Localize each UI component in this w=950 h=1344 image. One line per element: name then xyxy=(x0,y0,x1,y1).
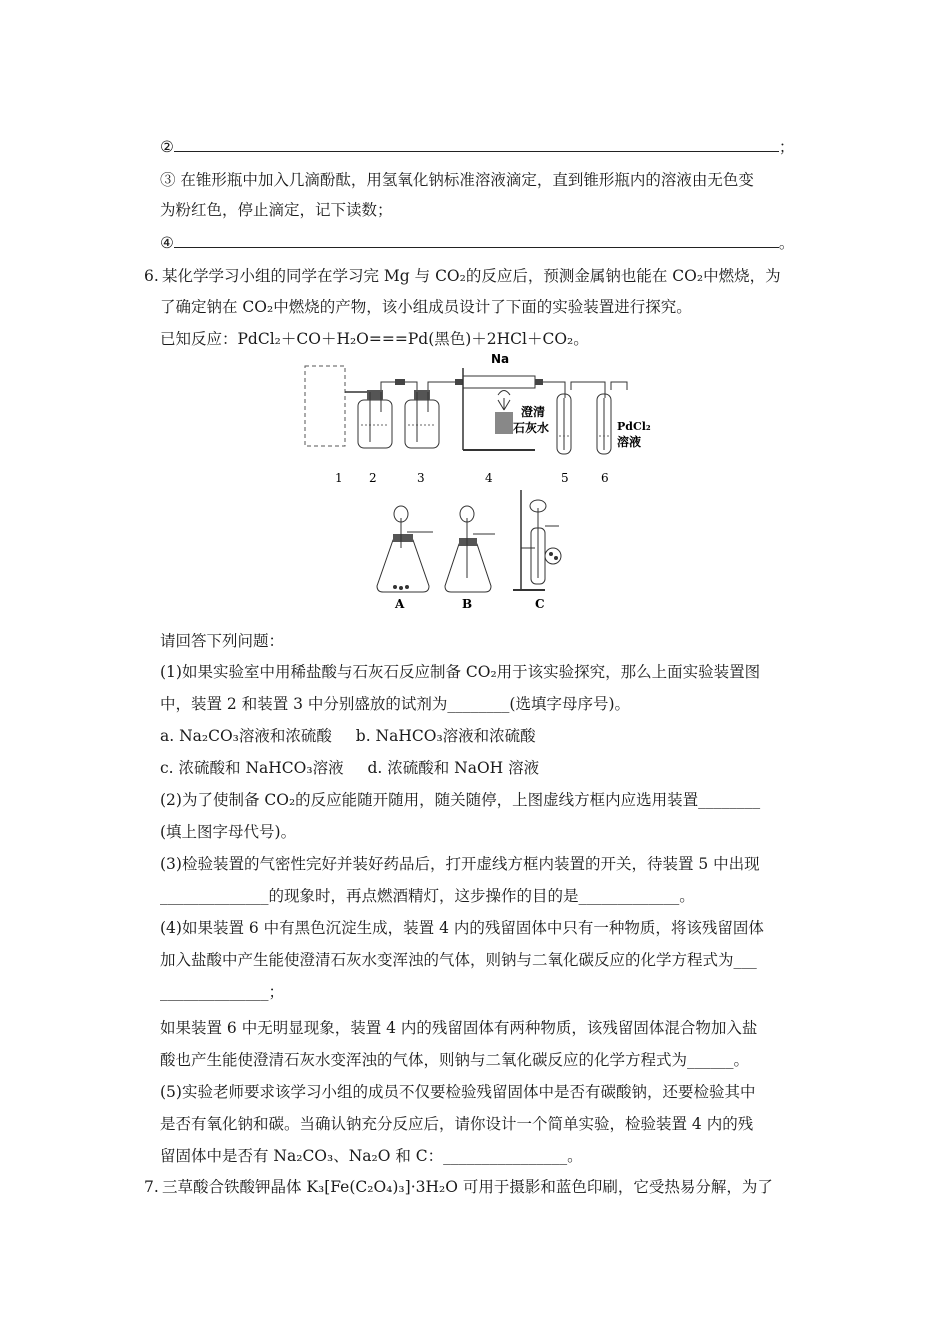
na-label: Na xyxy=(491,352,510,366)
q6-option-row-2 xyxy=(160,758,539,778)
q6-part3-line2: ______________的现象时，再点燃酒精灯，这步操作的目的是_____________。 xyxy=(160,887,695,905)
apparatus-a xyxy=(377,506,433,592)
pdcl2-label-1: PdCl₂ xyxy=(617,420,651,433)
q6-number: 6. xyxy=(144,267,159,285)
q5-item3-line2: 为粉红色，停止滴定，记下读数； xyxy=(160,201,393,219)
option-d: d. 浓硫酸和 NaOH 溶液 xyxy=(367,759,540,777)
q7-number: 7. xyxy=(144,1178,159,1196)
q5-item4-end: 。 xyxy=(778,234,795,252)
answer-blank[interactable] xyxy=(174,233,779,248)
q6-part2-line2: (填上图字母代号)。 xyxy=(160,823,297,841)
q6-prompt: 请回答下列问题： xyxy=(160,632,285,650)
wash-bottle-2 xyxy=(358,390,392,448)
apparatus-diagram xyxy=(295,350,655,490)
apparatus-number-3: 3 xyxy=(417,471,425,485)
apparatus-number-6: 6 xyxy=(601,471,609,485)
pdcl2-label-2: 溶液 xyxy=(617,435,642,449)
apparatus-number-4: 4 xyxy=(485,471,493,485)
q6-part4-line5: 酸也产生能使澄清石灰水变浑浊的气体，则钠与二氧化碳反应的化学方程式为______。 xyxy=(160,1051,750,1069)
q6-part5-line1: (5)实验老师要求该学习小组的成员不仅要检验残留固体中是否有碳酸钠，还要检验其中 xyxy=(160,1083,756,1101)
q6-option-row-1 xyxy=(160,726,536,746)
option-a: a. Na₂CO₃溶液和浓硫酸 xyxy=(160,727,332,745)
q7-line1: 三草酸合铁酸钾晶体 K₃[Fe(C₂O₄)₃]·3H₂O 可用于摄影和蓝色印刷，它受热易分解，为了 xyxy=(162,1178,773,1196)
q5-item4 xyxy=(160,233,794,253)
q6-part4-line4: 如果装置 6 中无明显现象，装置 4 内的残留固体有两种物质，该残留固体混合物加入盐 xyxy=(160,1019,758,1037)
q6-intro-line2: 了确定钠在 CO₂中燃烧的产物，该小组成员设计了下面的实验装置进行探究。 xyxy=(160,298,692,316)
q6-part1-line2: 中，装置 2 和装置 3 中分别盛放的试剂为________(选填字母序号)。 xyxy=(160,695,631,713)
q6-part5-line3: 留固体中是否有 Na₂CO₃、Na₂O 和 C：________________。 xyxy=(160,1147,583,1165)
q6-part2-line1: (2)为了使制备 CO₂的反应能随开随用，随关随停，上图虚线方框内应选用装置________ xyxy=(160,791,761,809)
apparatus-label-c: C xyxy=(535,597,545,611)
option-c: c. 浓硫酸和 NaHCO₃溶液 xyxy=(160,759,344,777)
q5-item2 xyxy=(160,137,794,157)
q5-item2-marker: ② xyxy=(160,138,174,156)
test-tube-5 xyxy=(557,394,571,454)
test-tube-6 xyxy=(597,394,611,454)
option-b: b. NaHCO₃溶液和浓硫酸 xyxy=(355,727,536,745)
wash-bottle-3 xyxy=(405,390,439,448)
limewater-label-1: 澄清 xyxy=(521,405,546,419)
q6-part5-line2: 是否有氧化钠和碳。当确认钠充分反应后，请你设计一个简单实验，检验装置 4 内的残 xyxy=(160,1115,754,1133)
q5-item4-marker: ④ xyxy=(160,234,174,252)
apparatus-number-2: 2 xyxy=(369,471,377,485)
apparatus-label-b: B xyxy=(462,597,473,611)
apparatus-number-5: 5 xyxy=(561,471,569,485)
apparatus-label-a: A xyxy=(395,597,405,611)
apparatus-b xyxy=(445,506,495,592)
q6-part1-line1: (1)如果实验室中用稀盐酸与石灰石反应制备 CO₂用于该实验探究，那么上面实验装置图 xyxy=(160,663,761,681)
q6-part4-line3: ______________； xyxy=(160,983,285,1001)
gas-generator-diagram xyxy=(355,488,585,613)
q6-part4-line1: (4)如果装置 6 中有黑色沉淀生成，装置 4 内的残留固体中只有一种物质，将该残留固体 xyxy=(160,919,764,937)
limewater-label-2: 石灰水 xyxy=(513,421,550,435)
apparatus-number-1: 1 xyxy=(335,471,343,485)
q6-intro-line1: 某化学学习小组的同学在学习完 Mg 与 CO₂的反应后，预测金属钠也能在 CO₂中燃烧，为 xyxy=(162,267,781,285)
apparatus-c xyxy=(513,490,561,590)
q6-part4-line2: 加入盐酸中产生能使澄清石灰水变浑浊的气体，则钠与二氧化碳反应的化学方程式为___ xyxy=(160,951,757,969)
dashed-box xyxy=(305,366,345,446)
q5-item2-end: ； xyxy=(778,138,795,156)
q6-known-reaction: 已知反应：PdCl₂＋CO＋H₂O===Pd(黑色)＋2HCl＋CO₂。 xyxy=(160,330,589,348)
answer-blank[interactable] xyxy=(174,137,779,152)
q6-part3-line1: (3)检验装置的气密性完好并装好药品后，打开虚线方框内装置的开关，待装置 5 中出现 xyxy=(160,855,760,873)
q5-item3-line1: ③ 在锥形瓶中加入几滴酚酞，用氢氧化钠标准溶液滴定，直到锥形瓶内的溶液由无色变 xyxy=(160,171,754,189)
